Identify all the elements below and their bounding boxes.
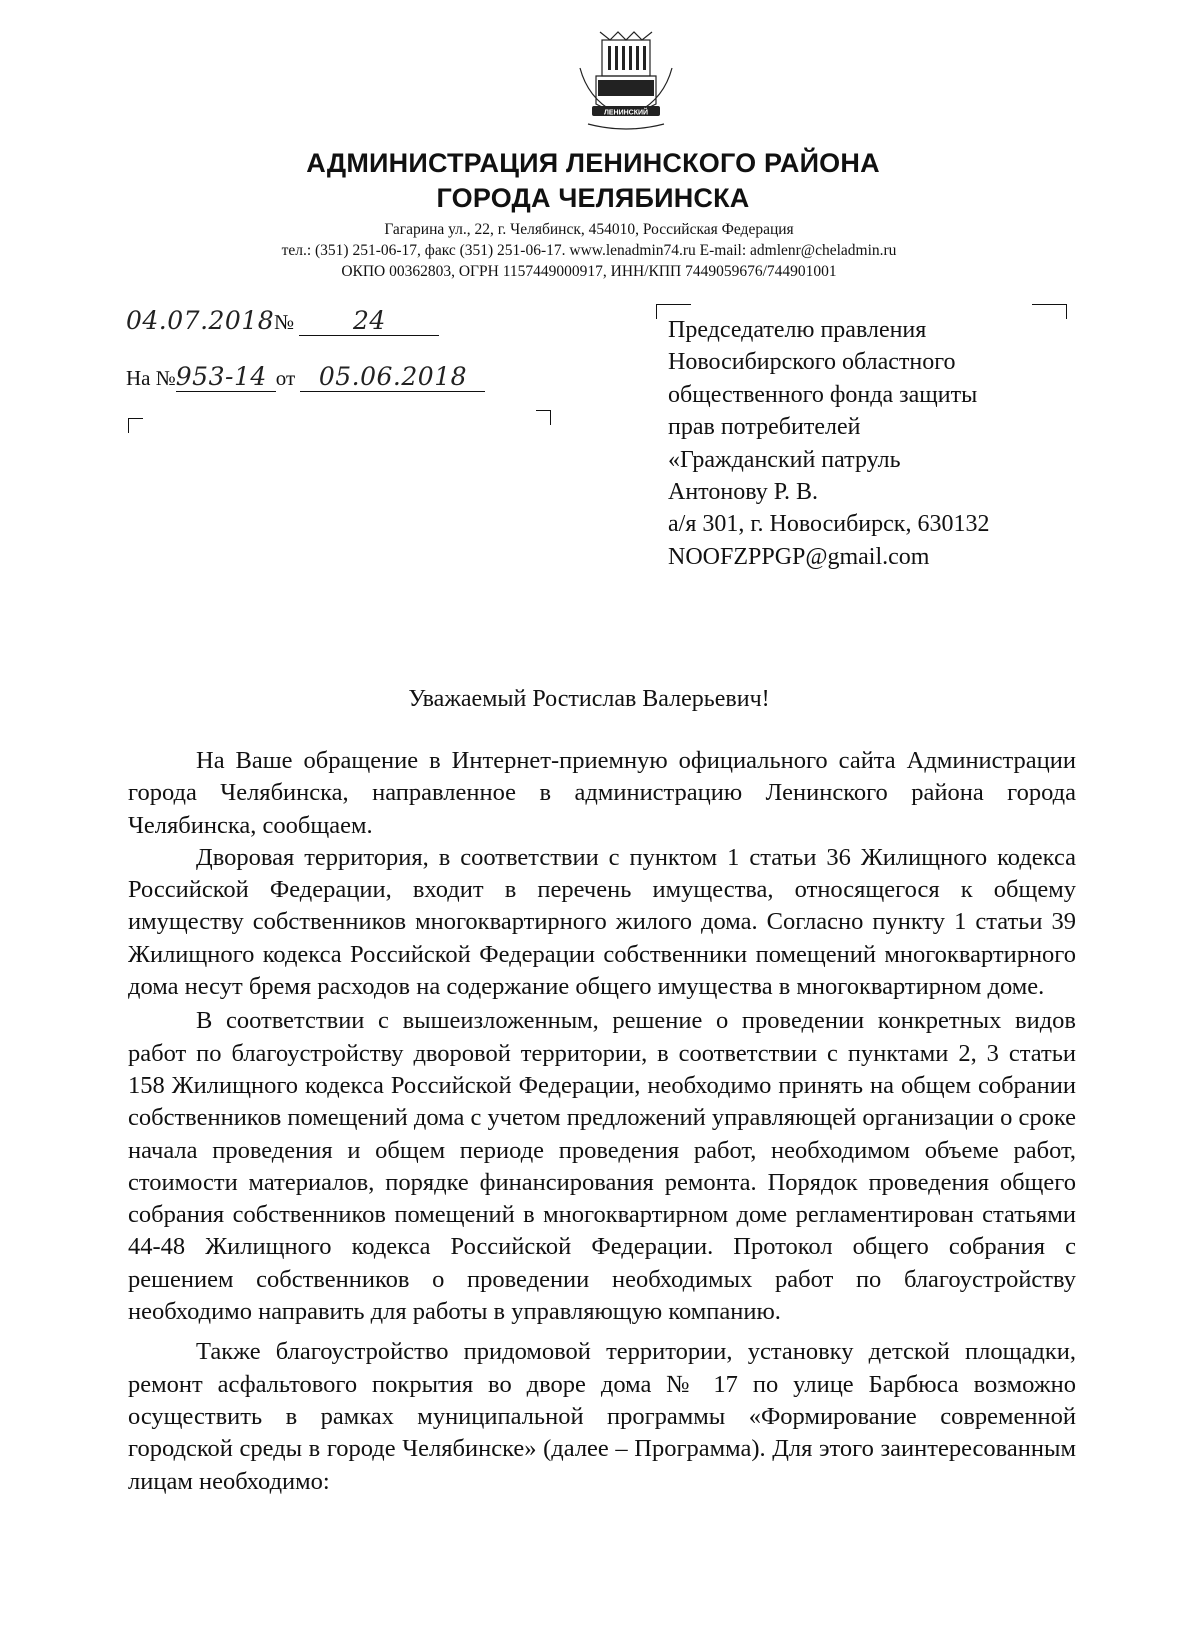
body-paragraph: Также благоустройство придомовой территории, установку детской площадки, ремонт асфальтового покрытия во дворе дома № 17 по улице Барбюса возможно осуществить в рамках муниципальной программы «Формирование современной городской среды в городе Челябинске» (далее – Программа). Для этого заинтересованным лицам необходимо: [128,1338,1076,1495]
number-label: № [274,310,295,334]
org-name-line-1: АДМИНИСТРАЦИЯ ЛЕНИНСКОГО РАЙОНА [306,148,880,178]
emblem-ribbon-text: ЛЕНИНСКИЙ [603,109,649,117]
addressee-block [668,314,989,573]
outgoing-registration [126,306,439,336]
outgoing-number: 24 [299,306,439,336]
coat-of-arms-emblem [574,28,678,136]
org-phones: тел.: (351) 251-06-17, факс (351) 251-06-17. www.lenadmin74.ru E-mail: admlenr@cheladmin.ru [281,242,897,259]
left-block-corner-top-right [536,410,551,425]
org-name-line-2: ГОРОДА ЧЕЛЯБИНСКА [436,183,750,213]
addressee-line: «Гражданский патруль [668,446,901,473]
addressee-line: Антонову Р. В. [668,479,819,506]
body-paragraph: Дворовая территория, в соответствии с пунктом 1 статьи 36 Жилищного кодекса Российской Федерации, входит в перечень имущества, относящегося к общему имуществу собственников многоквартирного жилого дома. Согласно пункту 1 статьи 39 Жилищного кодекса Российской Федерации собственники помещений многоквартирного дома несут бремя расходов на содержание общего имущества в многоквартирном доме. [128,843,1076,1001]
outgoing-date: 04.07.2018 [126,306,275,335]
ref-label: На № [126,366,176,390]
org-codes: ОКПО 00362803, ОГРН 1157449000917, ИНН/КПП 7449059676/744901001 [341,263,837,280]
body-paragraph: На Ваше обращение в Интернет-приемную официального сайта Администрации города Челябинска, направленное в администрацию Ленинского района города Челябинска, сообщаем. [128,747,1076,839]
ref-number: 953-14 [176,362,276,392]
salutation: Уважаемый Ростислав Валерьевич! [408,686,770,712]
incoming-reference [126,362,485,392]
addressee-line: Председателю правления [668,317,927,343]
body-paragraph: В соответствии с вышеизложенным, решение о проведении конкретных видов работ по благоустройству дворовой территории, в соответствии с пунктами 2, 3 статьи 158 Жилищного кодекса Российской Федерации, необходимо принять на общем собрании собственников помещений дома с учетом предложений управляющей организации о сроке начала проведения и общем периоде проведения работ, необходимом объеме работ, стоимости материалов, порядке финансирования ремонта. Порядок проведения общего собрания собственников помещений в многоквартирном доме регламентирован статьями 44-48 Жилищного кодекса Российской Федерации. Протокол общего собрания с решением собственников о проведении необходимых работ по благоустройству необходимо направить для работы в управляющую компанию. [128,1007,1076,1326]
ref-date: 05.06.2018 [300,362,485,392]
addressee-line: а/я 301, г. Новосибирск, 630132 [668,511,990,538]
left-block-corner-top-left [128,418,143,433]
org-address: Гагарина ул., 22, г. Челябинск, 454010, Российская Федерация [384,221,794,238]
addressee-line: Новосибирского областного [668,349,956,376]
letterhead [0,146,1178,282]
letter-body [128,745,1076,1498]
addressee-corner-top-right [1032,304,1067,319]
ref-from-label: от [275,366,296,390]
addressee-line: прав потребителей [668,414,861,441]
addressee-line: общественного фонда защиты [668,381,978,408]
addressee-email: NOOFZPPGP@gmail.com [668,543,930,570]
